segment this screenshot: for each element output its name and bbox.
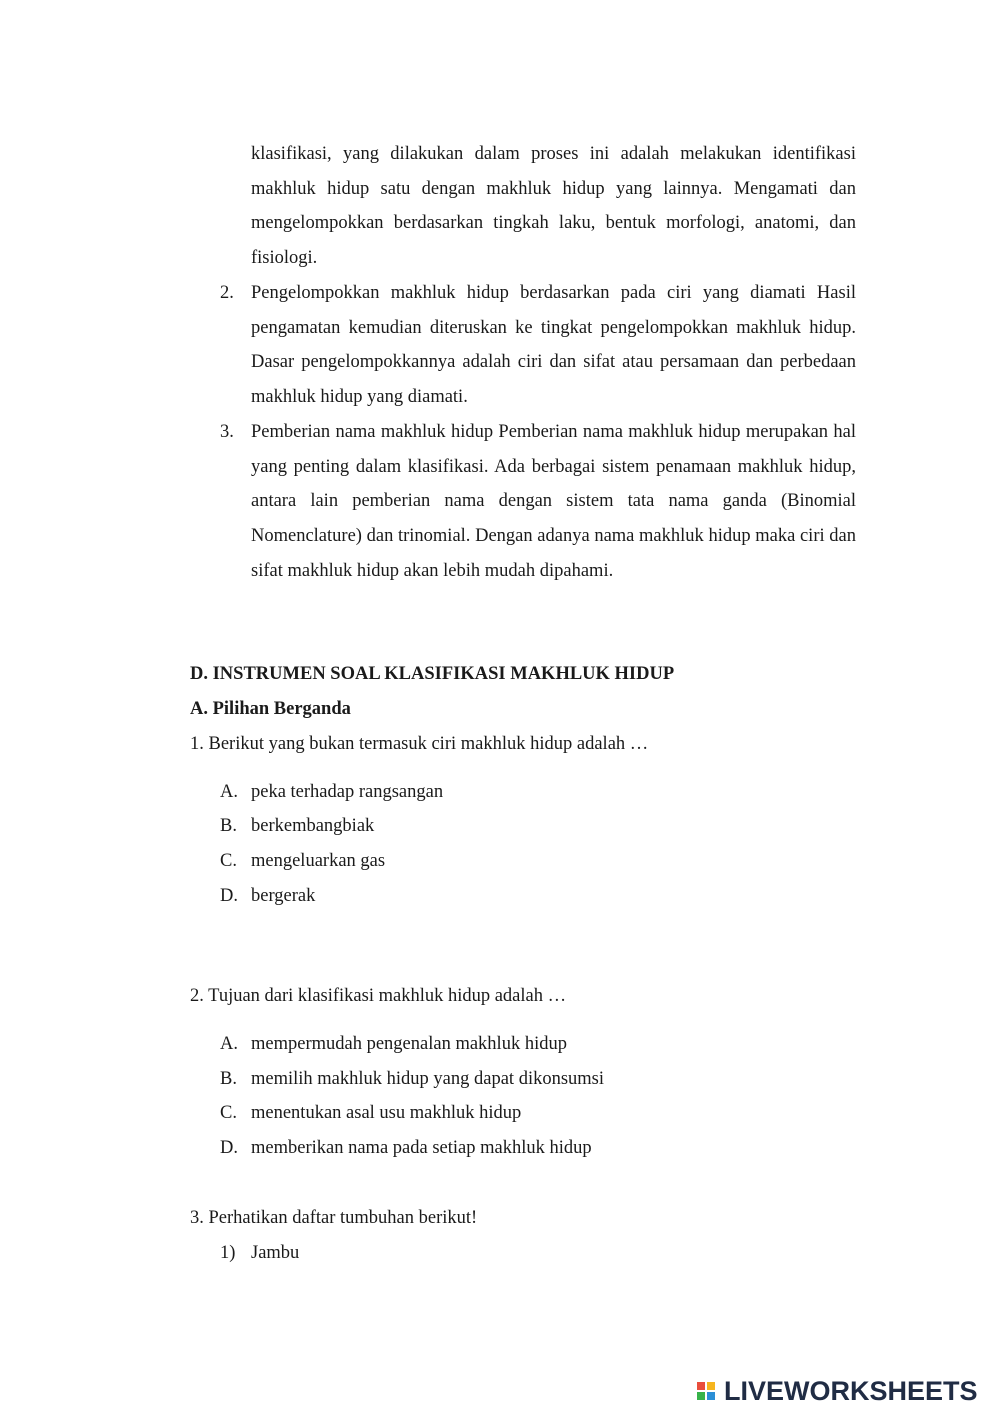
question-3-item-1-number: 1) bbox=[220, 1243, 236, 1263]
intro-item-2-number: 2. bbox=[220, 283, 234, 303]
liveworksheets-logo-icon bbox=[697, 1382, 719, 1408]
question-1-option-b: berkembangbiak bbox=[251, 816, 375, 836]
question-3-item-1: Jambu bbox=[251, 1243, 300, 1263]
question-3-text: 3. Perhatikan daftar tumbuhan berikut! bbox=[190, 1208, 478, 1228]
section-title: D. INSTRUMEN SOAL KLASIFIKASI MAKHLUK HIDUP bbox=[190, 664, 675, 684]
question-1-option-c: mengeluarkan gas bbox=[251, 851, 386, 871]
question-1-option-a-letter: A. bbox=[220, 782, 238, 802]
question-1-text: 1. Berikut yang bukan termasuk ciri makhluk hidup adalah … bbox=[190, 734, 649, 754]
question-1-option-d-letter: D. bbox=[220, 886, 238, 906]
intro-item-2-text: Pengelompokkan makhluk hidup berdasarkan pada ciri yang diamati Hasil pengamatan kemudian diteruskan ke tingkat pengelompokkan makhluk hidup. Dasar pengelompokkannya adalah ciri dan sifat atau persamaan dan perbedaan makhluk hidup yang diamati. bbox=[251, 283, 856, 408]
question-2-option-d-letter: D. bbox=[220, 1138, 238, 1158]
question-2-option-a-letter: A. bbox=[220, 1034, 238, 1054]
question-1-option-d: bergerak bbox=[251, 886, 316, 906]
question-1-option-b-letter: B. bbox=[220, 816, 237, 836]
question-2-option-b-letter: B. bbox=[220, 1069, 237, 1089]
question-2-option-a: mempermudah pengenalan makhluk hidup bbox=[251, 1034, 567, 1054]
question-2-text: 2. Tujuan dari klasifikasi makhluk hidup adalah … bbox=[190, 986, 567, 1006]
question-2-option-c: menentukan asal usu makhluk hidup bbox=[251, 1103, 522, 1123]
intro-continuation-paragraph: klasifikasi, yang dilakukan dalam proses ini adalah melakukan identifikasi makhluk hidup satu dengan makhluk hidup yang lainnya. Mengamati dan mengelompokkan berdasarkan tingkah laku, bentuk morfologi, anatomi, dan fisiologi. bbox=[251, 144, 856, 269]
section-subtitle: A. Pilihan Berganda bbox=[190, 699, 351, 719]
liveworksheets-wordmark: LIVEWORKSHEETS bbox=[724, 1376, 978, 1406]
question-1-option-c-letter: C. bbox=[220, 851, 237, 871]
question-2-option-b: memilih makhluk hidup yang dapat dikonsumsi bbox=[251, 1069, 605, 1089]
liveworksheets-logo[interactable] bbox=[697, 1373, 997, 1413]
question-2-option-d: memberikan nama pada setiap makhluk hidup bbox=[251, 1138, 592, 1158]
intro-item-3-text: Pemberian nama makhluk hidup Pemberian nama makhluk hidup merupakan hal yang penting dalam klasifikasi. Ada berbagai sistem penamaan makhluk hidup, antara lain pemberian nama dengan sistem tata nama ganda (Binomial Nomenclature) dan trinomial. Dengan adanya nama makhluk hidup maka ciri dan sifat makhluk hidup akan lebih mudah dipahami. bbox=[251, 422, 856, 581]
question-2-option-c-letter: C. bbox=[220, 1103, 237, 1123]
question-1-option-a: peka terhadap rangsangan bbox=[251, 782, 444, 802]
intro-item-3-number: 3. bbox=[220, 422, 234, 442]
